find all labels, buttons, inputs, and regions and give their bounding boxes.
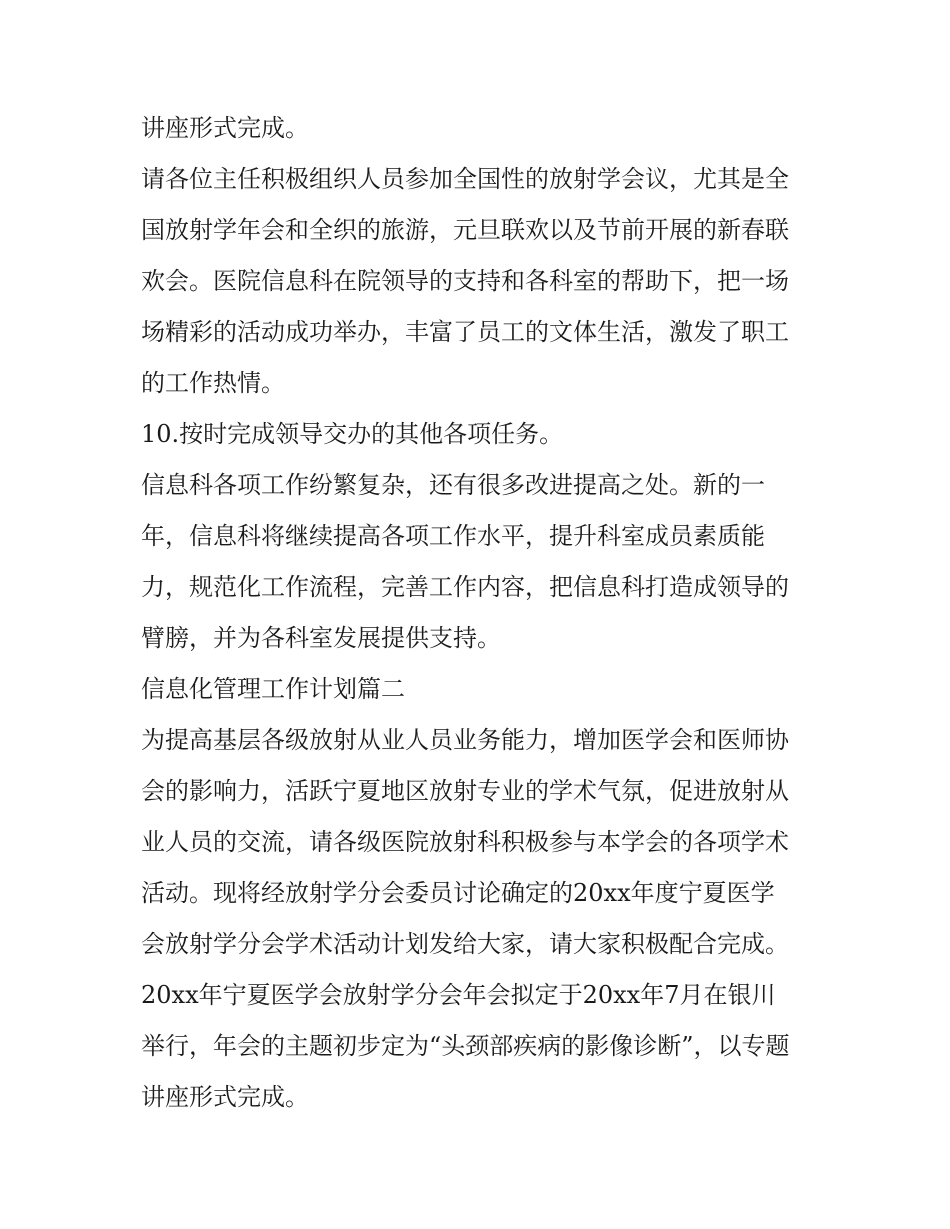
text-line: 10.按时完成领导交办的其他各项任务。 [141,420,564,448]
text-line: 的工作热情。 [141,369,285,397]
text-line: 讲座形式完成。 [141,114,309,142]
text-line: 力，规范化工作流程，完善工作内容，把信息科打造成领导的 [141,573,789,601]
text-line: 年，信息科将继续提高各项工作水平，提升科室成员素质能 [141,522,765,550]
text-line: 臂膀，并为各科室发展提供支持。 [141,624,501,652]
text-line: 信息科各项工作纷繁复杂，还有很多改进提高之处。新的一 [141,471,765,499]
text-line: 欢会。医院信息科在院领导的支持和各科室的帮助下，把一场 [141,267,789,295]
document-body [141,103,821,1123]
text-line: 20xx年宁夏医学会放射学分会年会拟定于20xx年7月在银川 [141,981,776,1009]
text-line: 国放射学年会和全织的旅游，元旦联欢以及节前开展的新春联 [141,216,789,244]
text-line: 会的影响力，活跃宁夏地区放射专业的学术气氛，促进放射从 [141,777,789,805]
text-line: 场精彩的活动成功举办，丰富了员工的文体生活，激发了职工 [141,318,789,346]
text-line: 活动。现将经放射学分会委员讨论确定的20xx年度宁夏医学 [141,879,775,907]
text-line: 讲座形式完成。 [141,1083,309,1111]
text-line: 为提高基层各级放射从业人员业务能力，增加医学会和医师协 [141,726,789,754]
text-line: 举行，年会的主题初步定为“头颈部疾病的影像诊断”，以专题 [141,1032,790,1060]
text-line: 请各位主任积极组织人员参加全国性的放射学会议，尤其是全 [141,165,789,193]
text-line: 会放射学分会学术活动计划发给大家，请大家积极配合完成。 [141,930,789,958]
section-heading: 信息化管理工作计划篇二 [141,675,405,703]
text-line: 业人员的交流，请各级医院放射科积极参与本学会的各项学术 [141,828,789,856]
